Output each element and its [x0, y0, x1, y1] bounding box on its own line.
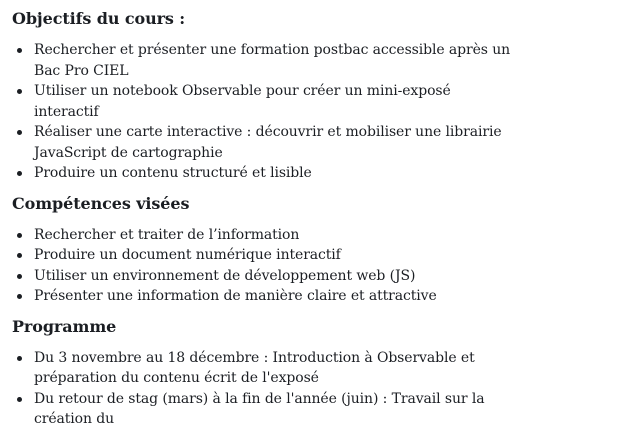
list-item: Présenter une information de manière claire et attractive — [12, 286, 514, 307]
competences-list — [12, 225, 532, 307]
list-item: Rechercher et présenter une formation postbac accessible après un Bac Pro CIEL — [12, 40, 514, 81]
list-item: Du 3 novembre au 18 décembre : Introduction à Observable et préparation du contenu écrit de l'exposé — [12, 348, 514, 389]
list-item: Utiliser un notebook Observable pour créer un mini-exposé interactif — [12, 81, 514, 122]
section-heading-competences: Compétences visées — [12, 193, 190, 213]
section-heading-programme: Programme — [12, 316, 117, 336]
list-item: Rechercher et traiter de l’information — [12, 225, 514, 246]
programme-list — [12, 348, 532, 430]
list-item: Produire un document numérique interactif — [12, 245, 514, 266]
section-heading-objectifs: Objectifs du cours : — [12, 9, 186, 28]
list-item: Du retour de stag (mars) à la fin de l'année (juin) : Travail sur la création du — [12, 389, 514, 430]
notebook-content — [12, 2, 532, 439]
objectifs-list — [12, 40, 532, 184]
list-item: Produire un contenu structuré et lisible — [12, 163, 514, 184]
list-item: Réaliser une carte interactive : découvrir et mobiliser une librairie JavaScript de cartographie — [12, 122, 514, 163]
list-item: Utiliser un environnement de développement web (JS) — [12, 266, 514, 287]
